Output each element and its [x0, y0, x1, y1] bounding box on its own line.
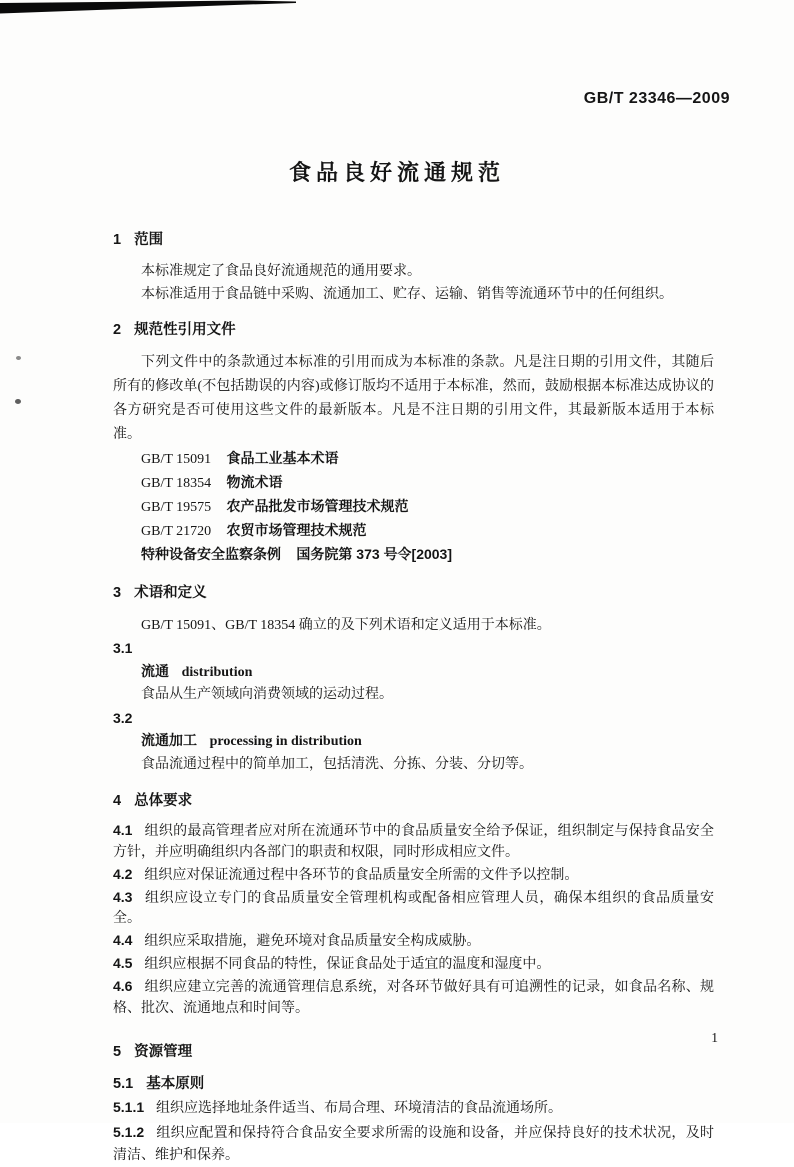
- document-body: [113, 229, 714, 1167]
- section-title: 资源管理: [134, 1044, 193, 1060]
- clause-text: 组织应建立完善的流通管理信息系统，对各环节做好具有可追溯性的记录，如食品名称、规格、批次、流通地点和时间等。: [113, 980, 714, 1016]
- scope-paragraph: 本标准适用于食品链中采购、流通加工、贮存、运输、销售等流通环节中的任何组织。: [141, 287, 673, 302]
- clause: [113, 864, 714, 887]
- term-number: 3.1: [113, 640, 133, 656]
- clause-number: 4.5: [113, 955, 133, 971]
- section-number: 5: [113, 1044, 122, 1060]
- reference-title: 国务院第 373 号令[2003]: [296, 546, 452, 562]
- section-number: 4: [113, 793, 122, 809]
- clause-text: 组织应采取措施，避免环境对食品质量安全构成威胁。: [144, 934, 481, 949]
- clause-text: 组织应配置和保持符合食品安全要求所需的设施和设备，并应保持良好的技术状况，及时清洁、维护和保养。: [113, 1125, 714, 1163]
- section-4-heading: [113, 790, 714, 813]
- subsection-number: 5.1: [113, 1076, 134, 1092]
- clause-number: 4.3: [113, 888, 133, 905]
- term-definition: 食品从生产领域向消费领域的运动过程。: [141, 687, 393, 702]
- term-entry: [113, 729, 714, 754]
- scope-paragraph: 本标准规定了食品良好流通规范的通用要求。: [141, 264, 421, 279]
- page-number: 1: [711, 1030, 718, 1045]
- clause-number: 4.6: [113, 978, 133, 994]
- clause: [113, 1121, 714, 1167]
- clause: [113, 930, 714, 953]
- clause-text: 组织应对保证流通过程中各环节的食品质量安全所需的文件予以控制。: [144, 867, 579, 883]
- standard-code: GB/T 23346—2009: [583, 90, 730, 107]
- term-chinese: 流通: [141, 662, 169, 679]
- clause-text: 组织应选择地址条件适当、布局合理、环境清洁的食品流通场所。: [156, 1101, 563, 1116]
- clause-number: 5.1.2: [113, 1123, 145, 1140]
- reference-item: [113, 543, 714, 567]
- subsection-5-1-heading: [113, 1073, 714, 1096]
- clause: [113, 887, 714, 930]
- reference-code: GB/T 18354: [141, 476, 212, 491]
- normative-references-intro: 下列文件中的条款通过本标准的引用而成为本标准的条款。凡是注日期的引用文件，其随后所有的修改单(不包括勘误的内容)或修订版均不适用于本标准，然而，鼓励根据本标准达成协议的各方研究是否可使用这些文件的最新版本。凡是不注日期的引用文件，其最新版本适用于本标准。: [113, 355, 714, 442]
- term-english: distribution: [181, 664, 253, 680]
- term-entry: [113, 660, 714, 685]
- section-title: 总体要求: [134, 793, 193, 809]
- term-definition: 食品流通过程中的简单加工，包括清洗、分拣、分装、分切等。: [141, 756, 533, 772]
- reference-code: GB/T 19575: [141, 500, 212, 515]
- reference-title: 农贸市场管理技术规范: [226, 522, 367, 538]
- subsection-title: 基本原则: [146, 1076, 205, 1092]
- clause-text: 组织的最高管理者应对所在流通环节中的食品质量安全给予保证，组织制定与保持食品安全方针，并应明确组织内各部门的职责和权限，同时形成相应文件。: [113, 824, 714, 860]
- reference-code: 特种设备安全监察条例: [141, 546, 281, 562]
- clause: [113, 820, 714, 863]
- section-2-heading: [113, 319, 714, 342]
- reference-item: [113, 495, 714, 519]
- section-number: 2: [113, 322, 122, 338]
- section-title: 规范性引用文件: [134, 322, 236, 338]
- section-number: 3: [113, 585, 122, 601]
- reference-code: GB/T 21720: [141, 524, 212, 539]
- section-5-heading: [113, 1041, 714, 1064]
- scan-speck: [15, 399, 21, 404]
- term-chinese: 流通加工: [141, 732, 197, 748]
- reference-code: GB/T 15091: [141, 452, 212, 467]
- reference-item: [113, 471, 714, 495]
- reference-title: 食品工业基本术语: [226, 450, 339, 466]
- clause: [113, 953, 714, 976]
- section-title: 术语和定义: [134, 585, 207, 601]
- reference-item: [113, 447, 714, 471]
- reference-item: [113, 519, 714, 543]
- scan-speck: [16, 356, 21, 360]
- term-number: 3.2: [113, 709, 133, 726]
- clause: [113, 1096, 714, 1120]
- document-title: 食品良好流通规范: [288, 160, 505, 185]
- section-number: 1: [113, 232, 122, 248]
- section-1-heading: [113, 229, 714, 252]
- clause-number: 4.4: [113, 932, 133, 948]
- clause: [113, 976, 714, 1019]
- terms-intro: GB/T 15091、GB/T 18354 确立的及下列术语和定义适用于本标准。: [141, 618, 551, 633]
- reference-title: 农产品批发市场管理技术规范: [226, 498, 409, 514]
- section-title: 范围: [134, 232, 164, 248]
- clause-text: 组织应根据不同食品的特性，保证食品处于适宜的温度和湿度中。: [144, 957, 551, 972]
- clause-number: 5.1.1: [113, 1099, 145, 1115]
- term-english: processing in distribution: [209, 734, 362, 749]
- clause-number: 4.1: [113, 822, 133, 838]
- clause-text: 组织应设立专门的食品质量安全管理机构或配备相应管理人员，确保本组织的食品质量安全。: [113, 890, 714, 926]
- reference-title: 物流术语: [226, 474, 283, 490]
- scan-artifact-band: [0, 0, 300, 16]
- section-3-heading: [113, 582, 714, 605]
- clause-number: 4.2: [113, 865, 133, 882]
